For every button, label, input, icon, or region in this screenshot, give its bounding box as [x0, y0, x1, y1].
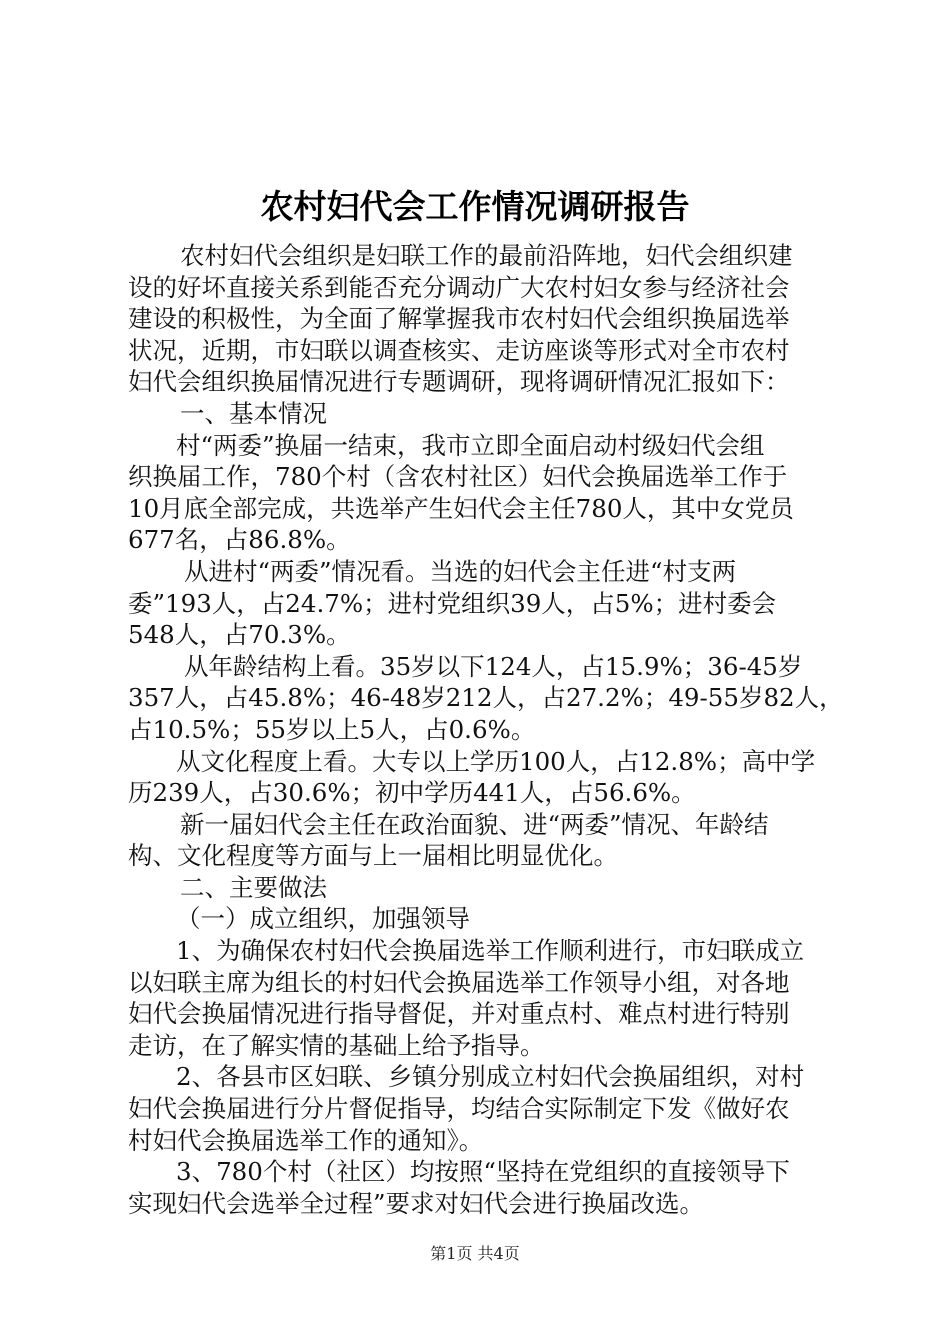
document-title: 农村妇代会工作情况调研报告 [260, 187, 690, 226]
text-line: 实现妇代会选举全过程”要求对妇代会进行换届改选。 [128, 1188, 705, 1218]
text-line: 3、780个村（社区）均按照“坚持在党组织的直接领导下 [176, 1157, 790, 1187]
text-line: 从进村“两委”情况看。当选的妇代会主任进“村支两 [184, 556, 737, 586]
document-body [128, 240, 844, 1219]
text-line: 一、基本情况 [180, 398, 327, 428]
text-line: 二、主要做法 [180, 872, 327, 902]
text-line: 妇代会换届情况进行指导督促，并对重点村、难点村进行特别 [128, 999, 790, 1029]
text-line: 村妇代会换届选举工作的通知》。 [128, 1125, 484, 1155]
text-line: 357人，占45.8%；46-48岁212人，占27.2%；49-55岁82人， [128, 683, 844, 713]
page-footer: 第1页 共4页 [430, 1244, 520, 1263]
text-line: 构、文化程度等方面与上一届相比明显优化。 [128, 841, 618, 871]
text-line: 2、各县市区妇联、乡镇分别成立村妇代会换届组织，对村 [176, 1062, 805, 1092]
text-line: 村“两委”换届一结束，我市立即全面启动村级妇代会组 [176, 430, 765, 460]
text-line: （一）成立组织，加强领导 [176, 904, 470, 934]
text-line: 妇代会换届进行分片督促指导，均结合实际制定下发《做好农 [128, 1094, 790, 1124]
text-line: 妇代会组织换届情况进行专题调研，现将调研情况汇报如下： [128, 367, 790, 397]
text-line: 建设的积极性，为全面了解掌握我市农村妇代会组织换届选举 [128, 304, 790, 334]
text-line: 从年龄结构上看。35岁以下124人，占15.9%；36-45岁 [184, 651, 803, 681]
text-line: 委”193人，占24.7%；进村党组织39人，占5%；进村委会 [128, 588, 777, 618]
text-line: 新一届妇代会主任在政治面貌、进“两委”情况、年龄结 [180, 809, 769, 839]
text-line: 历239人，占30.6%；初中学历441人，占56.6%。 [128, 778, 696, 808]
text-line: 548人，占70.3%。 [128, 620, 351, 650]
text-line: 织换届工作，780个村（含农村社区）妇代会换届选举工作于 [128, 462, 788, 492]
text-line: 从文化程度上看。大专以上学历100人，占12.8%；高中学 [176, 746, 816, 776]
text-line: 1、为确保农村妇代会换届选举工作顺利进行，市妇联成立 [176, 936, 805, 966]
text-line: 农村妇代会组织是妇联工作的最前沿阵地，妇代会组织建 [180, 241, 793, 270]
text-line: 走访，在了解实情的基础上给予指导。 [128, 1030, 545, 1060]
text-line: 占10.5%；55岁以上5人，占0.6%。 [128, 714, 536, 744]
text-line: 以妇联主席为组长的村妇代会换届选举工作领导小组，对各地 [128, 967, 790, 997]
text-line: 10月底全部完成，共选举产生妇代会主任780人，其中女党员 [128, 493, 794, 523]
text-line: 状况，近期，市妇联以调查核实、走访座谈等形式对全市农村 [128, 335, 790, 365]
text-line: 677名，占86.8%。 [128, 525, 351, 555]
text-line: 设的好坏直接关系到能否充分调动广大农村妇女参与经济社会 [128, 272, 790, 302]
